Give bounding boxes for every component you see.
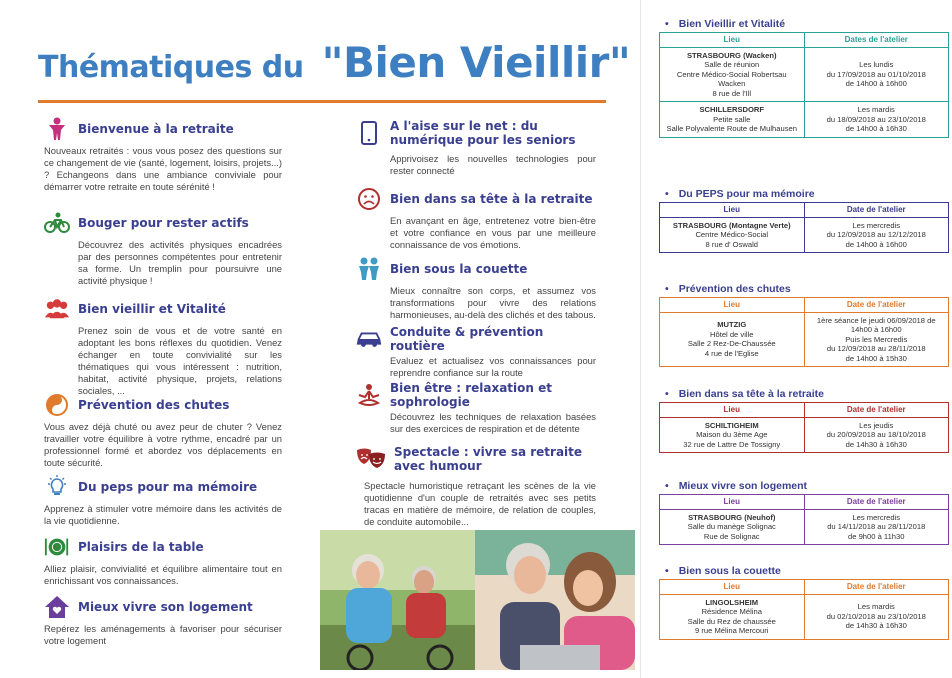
theme-peps-memoire bbox=[44, 474, 282, 527]
date-line: de 14h00 à 16h30 bbox=[845, 124, 907, 133]
theme-description: Découvrez les techniques de relaxation basées sur des exercices de respiration et de détente bbox=[390, 411, 596, 434]
theme-title: Prévention des chutes bbox=[78, 398, 230, 412]
location-line: STRASBOURG (Wacken) bbox=[686, 50, 777, 60]
column-header-dates: Dates de l'atelier bbox=[804, 33, 949, 48]
date-cell bbox=[804, 417, 949, 453]
theme-description: Apprenez à stimuler votre mémoire dans les activités de la vie quotidienne. bbox=[44, 503, 282, 526]
location-line: Salle du Rez de chaussée bbox=[687, 616, 776, 626]
schedule-section bbox=[659, 186, 949, 253]
theme-description: Apprivoisez les nouvelles technologies pour rester connecté bbox=[390, 153, 596, 176]
date-line: du 02/10/2018 au 23/10/2018 bbox=[826, 611, 926, 621]
section-title-text: Mieux vivre son logement bbox=[678, 480, 808, 492]
location-line: Centre Médico-Social Robertsau bbox=[676, 69, 787, 79]
house-icon bbox=[44, 594, 70, 620]
location-cell bbox=[660, 217, 805, 253]
location-line: Rue de Solignac bbox=[703, 531, 760, 541]
location-line: 32 rue de Lattre De Tossigny bbox=[683, 439, 781, 449]
schedule-section bbox=[659, 281, 949, 367]
section-title-text: Bien dans sa tête à la retraite bbox=[678, 388, 825, 400]
theme-description: Nouveaux retraités : vous vous posez des questions sur ce changement de vie (santé, logement, loisirs, projets...) ? Echangeons dans une ambiance conviviale pour démarrer votre retraite en toute sérénité ! bbox=[44, 145, 282, 192]
page-title bbox=[38, 38, 630, 87]
group-icon bbox=[44, 296, 70, 322]
schedule-section bbox=[659, 386, 949, 453]
table-row bbox=[660, 594, 949, 639]
column-header-lieu: Lieu bbox=[660, 203, 805, 218]
location-line: Salle de réunion bbox=[704, 60, 760, 69]
bullet-icon: • bbox=[665, 18, 669, 30]
date-line: Les mercredis bbox=[852, 512, 901, 522]
couple-icon bbox=[356, 256, 382, 282]
location-cell bbox=[660, 47, 805, 102]
section-title bbox=[659, 386, 949, 402]
section-title-text: Bien sous la couette bbox=[678, 565, 781, 577]
theme-title: Spectacle : vivre sa retraite avec humour bbox=[394, 445, 583, 473]
date-line: du 18/09/2018 au 23/10/2018 bbox=[826, 114, 926, 124]
date-line: de 14h00 à 15h30 bbox=[845, 353, 907, 363]
section-title-text: Du PEPS pour ma mémoire bbox=[678, 188, 815, 200]
bullet-icon: • bbox=[665, 480, 669, 492]
location-line: Résidence Mélina bbox=[701, 607, 762, 616]
date-cell bbox=[804, 312, 949, 367]
location-line: Wacken bbox=[718, 79, 746, 88]
column-header-dates: Date de l'atelier bbox=[804, 403, 949, 418]
table-row bbox=[660, 47, 949, 102]
meditation-icon bbox=[356, 382, 382, 408]
theme-bienvenue-retraite bbox=[44, 116, 282, 193]
lightbulb-icon bbox=[44, 474, 70, 500]
column-header-lieu: Lieu bbox=[660, 580, 805, 595]
date-line: du 17/09/2018 au 01/10/2018 bbox=[826, 69, 926, 79]
schedule-table bbox=[659, 202, 949, 253]
date-line: du 20/09/2018 au 18/10/2018 bbox=[826, 430, 926, 439]
date-line: du 14/11/2018 au 28/11/2018 bbox=[827, 522, 926, 531]
location-line: Petite salle bbox=[713, 114, 751, 124]
page-title-part1: Thématiques du bbox=[38, 50, 304, 85]
theme-title: A l'aise sur le net : du numérique pour les seniors bbox=[390, 119, 576, 147]
plate-icon bbox=[44, 534, 70, 560]
column-header-lieu: Lieu bbox=[660, 298, 805, 313]
section-title bbox=[659, 478, 949, 494]
theme-title: Bien vieillir et Vitalité bbox=[78, 302, 226, 316]
theme-description: Mieux connaître son corps, et assumez vos transformations pour vivre des relations harmonieuses, au-delà des clichés et des tabous. bbox=[390, 285, 596, 320]
section-title bbox=[659, 563, 949, 579]
date-cell bbox=[804, 594, 949, 639]
location-line: 8 rue d' Oswald bbox=[705, 239, 759, 249]
date-line: 14h00 à 16h00 bbox=[850, 325, 902, 334]
right-page bbox=[640, 0, 952, 678]
theme-bien-dans-sa-tete bbox=[356, 186, 596, 251]
column-header-lieu: Lieu bbox=[660, 33, 805, 48]
date-cell bbox=[804, 217, 949, 253]
section-title bbox=[659, 16, 949, 32]
person-icon bbox=[44, 116, 70, 142]
date-line: Les mardis bbox=[857, 602, 895, 612]
table-row bbox=[660, 417, 949, 453]
theme-title: Bienvenue à la retraite bbox=[78, 122, 234, 136]
location-line: Salle 2 Rez-De-Chaussée bbox=[687, 339, 776, 349]
location-line: MUTZIG bbox=[717, 320, 747, 330]
theme-title: Bouger pour rester actifs bbox=[78, 216, 249, 230]
date-line: de 14h00 à 16h00 bbox=[845, 79, 907, 88]
date-line: Les mardis bbox=[857, 105, 895, 114]
bullet-icon: • bbox=[665, 565, 669, 577]
theme-title: Mieux vivre son logement bbox=[78, 600, 253, 614]
section-title-text: Bien Vieillir et Vitalité bbox=[678, 18, 786, 30]
location-line: SCHILLERSDORF bbox=[699, 105, 765, 114]
sad-face-icon bbox=[356, 186, 382, 212]
location-cell bbox=[660, 509, 805, 545]
bullet-icon: • bbox=[665, 188, 669, 200]
section-title bbox=[659, 186, 949, 202]
theme-description: En avançant en âge, entretenez votre bien-être et votre confiance en vous par une meilleure connaissance de vos émotions. bbox=[390, 215, 596, 250]
theme-description: Repérez les aménagements à favoriser pour sécuriser votre logement bbox=[44, 623, 282, 646]
car-icon bbox=[356, 326, 382, 352]
column-header-dates: Date de l'atelier bbox=[804, 580, 949, 595]
theme-description: Spectacle humoristique retraçant les scènes de la vie quotidienne d'un couple de retraités avec ses petits tracas en matière de mémoire, de relation de couples, de conduite automobile... bbox=[364, 480, 596, 527]
location-line: 4 rue de l'Eglise bbox=[704, 348, 759, 358]
theme-relaxation bbox=[356, 382, 596, 435]
seniors-photo bbox=[320, 530, 635, 670]
date-line: de 14h30 à 16h30 bbox=[845, 439, 907, 449]
location-line: Hôtel de ville bbox=[710, 329, 754, 339]
location-cell bbox=[660, 312, 805, 367]
date-line: du 12/09/2018 au 12/12/2018 bbox=[826, 230, 926, 239]
bullet-icon: • bbox=[665, 388, 669, 400]
date-line: Les mercredis bbox=[852, 220, 901, 230]
schedule-table bbox=[659, 297, 949, 367]
table-row bbox=[660, 217, 949, 253]
theme-description: Evaluez et actualisez vos connaissances pour reprendre confiance sur la route bbox=[390, 355, 596, 378]
location-line: Salle Polyvalente Route de Mulhausen bbox=[666, 124, 797, 133]
theme-conduite bbox=[356, 326, 596, 379]
location-cell bbox=[660, 594, 805, 639]
theme-bien-vieillir bbox=[44, 296, 282, 397]
theme-plaisirs-table bbox=[44, 534, 282, 587]
location-line: Centre Médico-Social bbox=[695, 230, 769, 239]
date-cell bbox=[804, 509, 949, 545]
date-cell bbox=[804, 47, 949, 102]
bicycle-icon bbox=[44, 210, 70, 236]
location-line: STRASBOURG (Neuhof) bbox=[688, 512, 776, 522]
date-line: Puis les Mercredis bbox=[845, 334, 908, 344]
date-line: de 14h00 à 16h00 bbox=[845, 239, 907, 249]
section-title bbox=[659, 281, 949, 297]
theme-description: Vous avez déjà chuté ou avez peur de chuter ? Venez travailler votre équilibre à votre rythme, encadré par un professionnel formé et abordez vos déplacements en toute sécurité. bbox=[44, 421, 282, 468]
date-line: de 9h00 à 11h30 bbox=[848, 531, 905, 541]
theme-description: Découvrez des activités physiques encadrées par des personnes compétentes pour entretenir sa forme. Un tremplin pour poursuivre une activité physique ! bbox=[78, 239, 282, 286]
theme-title: Conduite & prévention routière bbox=[390, 325, 544, 353]
location-cell bbox=[660, 102, 805, 138]
theme-description: Alliez plaisir, convivialité et équilibre alimentaire tout en enrichissant vos connaissances. bbox=[44, 563, 282, 586]
bullet-icon: • bbox=[665, 283, 669, 295]
theme-title: Bien dans sa tête à la retraite bbox=[390, 192, 593, 206]
date-line: Les lundis bbox=[859, 60, 894, 69]
theme-spectacle bbox=[356, 442, 596, 528]
theme-title: Bien sous la couette bbox=[390, 262, 528, 276]
title-divider bbox=[38, 100, 606, 103]
theme-bien-sous-couette bbox=[356, 256, 596, 321]
column-header-dates: Date de l'atelier bbox=[804, 298, 949, 313]
date-line: Les jeudis bbox=[859, 420, 894, 430]
location-line: LINGOLSHEIM bbox=[705, 597, 759, 607]
location-line: Salle du manège Solignac bbox=[687, 522, 776, 531]
section-title-text: Prévention des chutes bbox=[678, 283, 791, 295]
balance-icon bbox=[44, 392, 70, 418]
location-cell bbox=[660, 417, 805, 453]
location-line: 8 rue de l'Ill bbox=[712, 88, 752, 98]
location-line: Maison du 3ème Age bbox=[696, 430, 768, 439]
column-header-dates: Date de l'atelier bbox=[804, 495, 949, 510]
date-line: du 12/09/2018 au 28/11/2018 bbox=[826, 344, 926, 353]
date-cell bbox=[804, 102, 949, 138]
theme-title: Du peps pour ma mémoire bbox=[78, 480, 258, 494]
schedule-section bbox=[659, 563, 949, 640]
column-header-lieu: Lieu bbox=[660, 403, 805, 418]
theatre-masks-icon bbox=[356, 446, 386, 472]
theme-logement bbox=[44, 594, 282, 647]
column-header-dates: Date de l'atelier bbox=[804, 203, 949, 218]
page-title-part2: "Bien Vieillir" bbox=[321, 38, 631, 87]
schedule-table bbox=[659, 494, 949, 545]
tablet-icon bbox=[356, 120, 382, 146]
date-line: 1ère séance le jeudi 06/09/2018 de bbox=[816, 315, 936, 325]
table-row bbox=[660, 312, 949, 367]
table-row bbox=[660, 102, 949, 138]
location-line: STRASBOURG (Montagne Verte) bbox=[672, 220, 791, 230]
theme-numerique bbox=[356, 116, 596, 177]
schedule-table bbox=[659, 579, 949, 640]
theme-description: Prenez soin de vous et de votre santé en adoptant les bons réflexes du quotidien. Venez échanger en toute convivialité sur les thématiques qui vous intéressent : nutrition, habitat, activité physique, projets, relations sociales, ... bbox=[78, 325, 282, 396]
theme-title: Plaisirs de la table bbox=[78, 540, 204, 554]
theme-title: Bien être : relaxation et sophrologie bbox=[390, 381, 552, 409]
schedule-table bbox=[659, 32, 949, 138]
schedule-section bbox=[659, 478, 949, 545]
date-line: de 14h30 à 16h30 bbox=[845, 621, 907, 631]
schedule-section bbox=[659, 16, 949, 138]
schedule-table bbox=[659, 402, 949, 453]
column-header-lieu: Lieu bbox=[660, 495, 805, 510]
theme-bouger bbox=[44, 210, 282, 287]
location-line: 9 rue Mélina Mercouri bbox=[695, 626, 769, 635]
theme-prevention-chutes bbox=[44, 392, 282, 469]
location-line: SCHILTIGHEIM bbox=[704, 420, 759, 430]
table-row bbox=[660, 509, 949, 545]
